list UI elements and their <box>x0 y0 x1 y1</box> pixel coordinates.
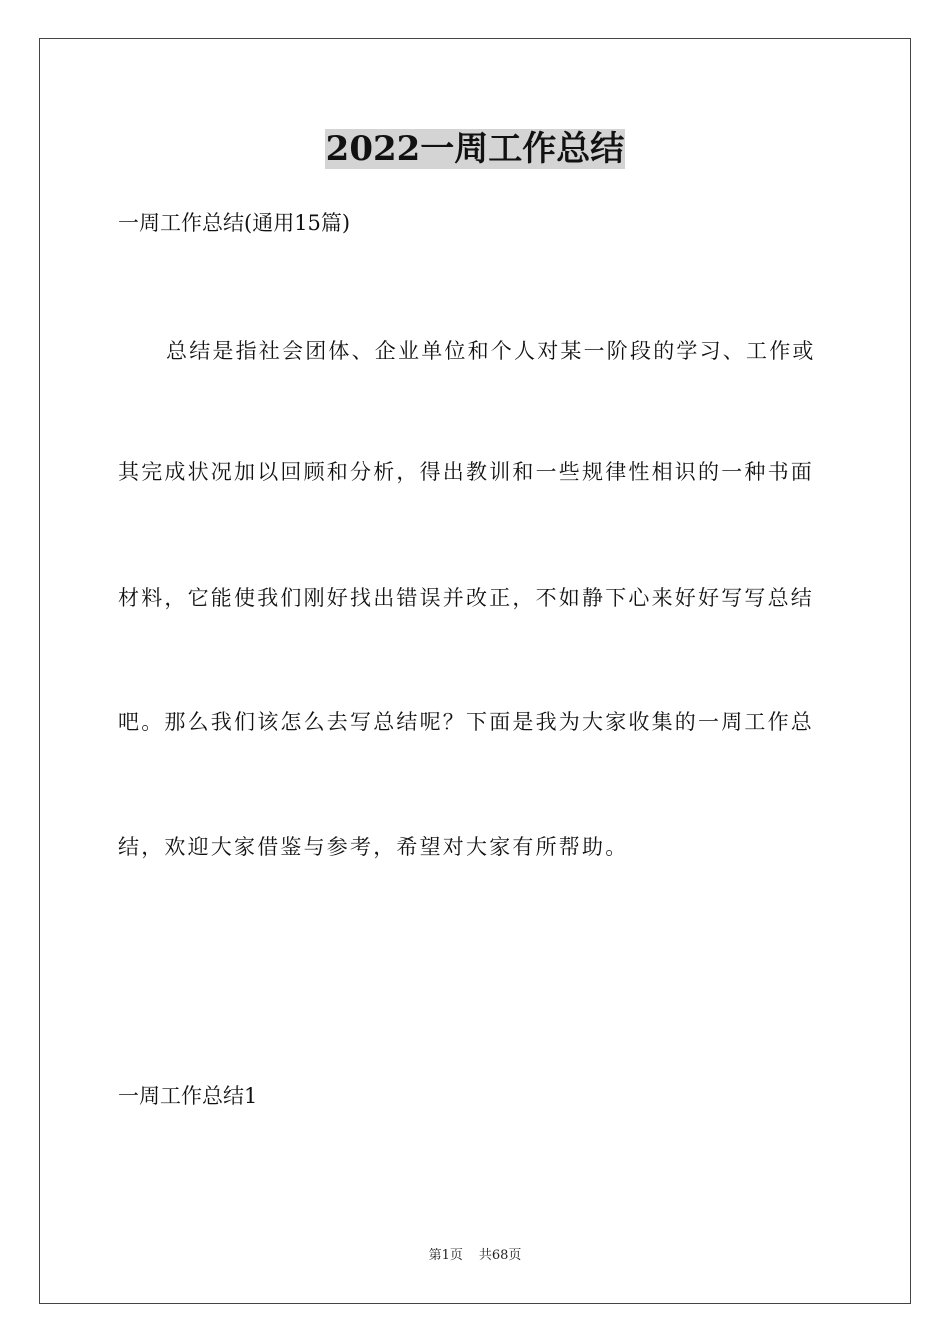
page-footer <box>0 1246 950 1266</box>
intro-line: 材料，它能使我们刚好找出错误并改正，不如静下心来好好写写总结 <box>118 586 814 610</box>
section-heading: 一周工作总结1 <box>118 1084 258 1108</box>
document-subtitle: 一周工作总结(通用15篇) <box>118 211 351 235</box>
intro-line: 总结是指社会团体、企业单位和个人对某一阶段的学习、工作或 <box>166 339 816 363</box>
page-number: 第1页 <box>428 1248 463 1263</box>
document-title <box>0 127 950 171</box>
page-total: 共68页 <box>478 1248 522 1263</box>
intro-line: 结，欢迎大家借鉴与参考，希望对大家有所帮助。 <box>118 835 629 859</box>
title-text: 2022一周工作总结 <box>325 129 625 169</box>
intro-line: 吧。那么我们该怎么去写总结呢？下面是我为大家收集的一周工作总 <box>118 710 814 734</box>
intro-line: 其完成状况加以回顾和分析，得出教训和一些规律性相识的一种书面 <box>118 460 814 484</box>
